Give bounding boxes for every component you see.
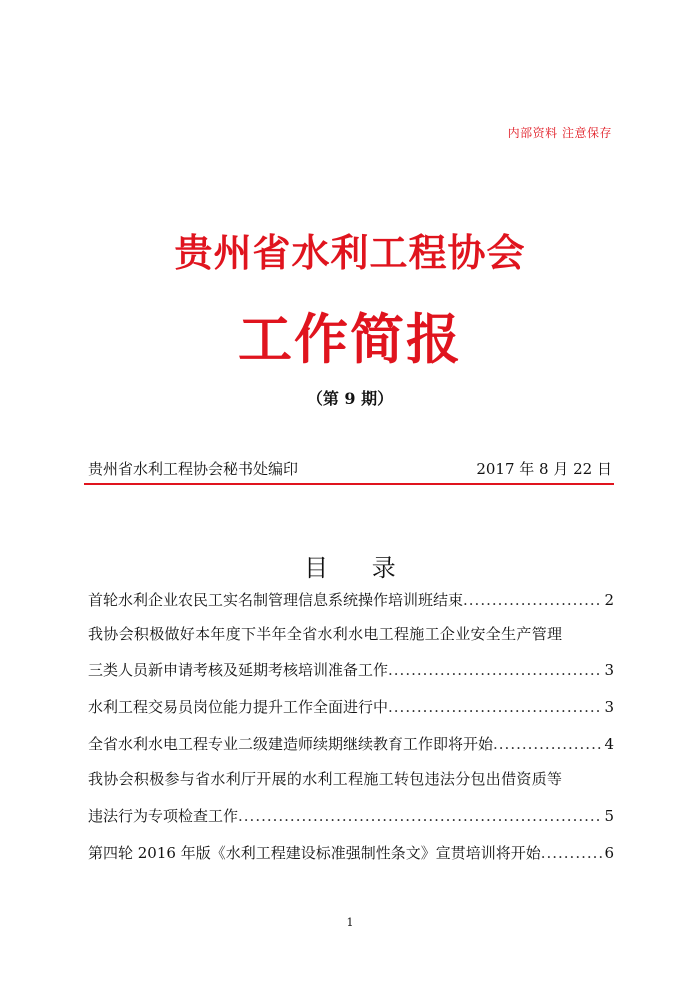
publisher: 贵州省水利工程协会秘书处编印	[88, 460, 299, 478]
toc-entry-title: 第四轮 2016 年版《水利工程建设标准强制性条文》宣贯培训将开始	[88, 844, 541, 862]
toc-entry[interactable]	[88, 657, 614, 683]
toc-entry-page: 6	[604, 844, 614, 862]
toc-entry[interactable]	[88, 587, 614, 613]
toc-entry-title: 三类人员新申请考核及延期考核培训准备工作	[88, 661, 389, 679]
toc-entry[interactable]	[88, 731, 614, 757]
toc-entry-title: 我协会积极参与省水利厅开展的水利工程施工转包违法分包出借资质等	[88, 770, 563, 788]
organization-title: 贵州省水利工程协会	[174, 230, 526, 275]
toc-entry[interactable]	[88, 621, 614, 647]
issue-number: （第 9 期）	[306, 389, 394, 408]
toc-entry-page: 5	[604, 807, 614, 825]
red-divider-line	[84, 483, 614, 485]
confidential-note: 内部资料 注意保存	[507, 126, 612, 140]
toc-entry-title: 水利工程交易员岗位能力提升工作全面进行中	[88, 698, 389, 716]
toc-entry-page: 3	[604, 698, 614, 716]
toc-entry-page: 3	[604, 661, 614, 679]
toc-entry-page: 2	[604, 591, 614, 609]
publication-date: 2017 年 8 月 22 日	[476, 460, 612, 478]
toc-entry-title: 违法行为专项检查工作	[88, 807, 239, 825]
toc-entry[interactable]	[88, 766, 614, 792]
toc-entry-page: 4	[604, 735, 614, 753]
toc-leader-dots	[388, 694, 602, 720]
bulletin-title: 工作简报	[238, 307, 462, 371]
toc-leader-dots	[238, 803, 602, 829]
toc-entry-title: 首轮水利企业农民工实名制管理信息系统操作培训班结束	[88, 591, 464, 609]
toc-entry-title: 全省水利水电工程专业二级建造师续期继续教育工作即将开始	[88, 735, 494, 753]
toc-entry-title: 我协会积极做好本年度下半年全省水利水电工程施工企业安全生产管理	[88, 625, 563, 643]
toc-leader-dots	[388, 657, 602, 683]
page-number: 1	[346, 916, 354, 929]
toc-entry[interactable]	[88, 694, 614, 720]
toc-heading: 目 录	[304, 554, 414, 582]
toc-leader-dots	[541, 840, 603, 866]
toc-leader-dots	[463, 587, 602, 613]
toc-entry[interactable]	[88, 840, 614, 866]
toc-leader-dots	[493, 731, 602, 757]
toc-entry[interactable]	[88, 803, 614, 829]
